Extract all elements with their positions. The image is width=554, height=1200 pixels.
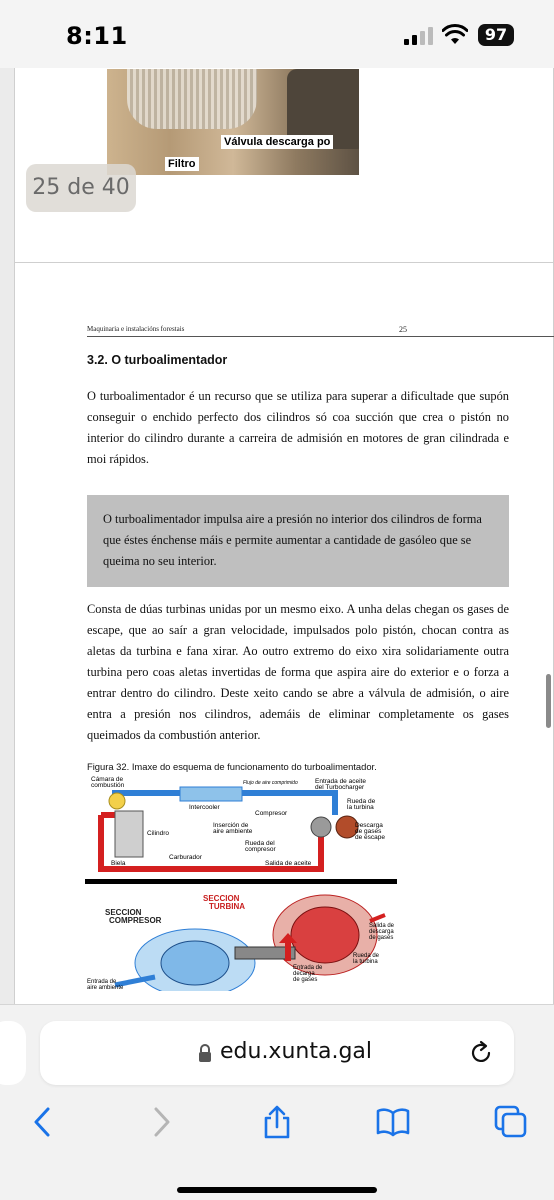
d1-camara: Cámara de (91, 776, 124, 783)
share-icon[interactable] (260, 1105, 294, 1139)
running-header-page-number: 25 (399, 325, 407, 334)
d2-seccion-turbina-2: TURBINA (209, 902, 245, 911)
bookmarks-icon[interactable] (376, 1105, 410, 1139)
d1-la-turbina: la turbina (347, 804, 374, 811)
d1-compresor: Compresor (255, 810, 288, 817)
d1-biela: Biela (111, 860, 126, 867)
d1-salida-aceite: Salida de aceite (265, 860, 312, 867)
document-page (14, 262, 554, 1010)
d1-flujo: Flujo de aire comprimido (243, 780, 298, 786)
d1-del-turbo: del Turbocharger (315, 784, 365, 791)
d1-aire-ambiente: aire ambiente (213, 828, 253, 835)
reload-icon[interactable] (468, 1040, 494, 1066)
forward-icon[interactable] (144, 1105, 178, 1139)
figure-caption: Figura 32. Imaxe do esquema de funcionamento do turboalimentador. (87, 761, 377, 772)
running-header (87, 325, 554, 337)
d2-entrada-3: de gases (293, 977, 318, 983)
paragraph-1: O turboalimentador é un recurso que se utiliza para superar a dificultade que supón conseguir o enchido perfecto dos cilindros só coa succión que crea o pistón no interior do cilindro durante a carreira de admisión en motores de gran cilindrada e moi rápidos. (87, 389, 509, 466)
d2-entrada-2: decarga (293, 971, 315, 977)
d2-aire-1: Entrada de (87, 979, 117, 985)
back-icon[interactable] (26, 1105, 60, 1139)
d2-seccion-turbina-1: SECCION (203, 894, 240, 903)
d1-insercion: Inserción de (213, 822, 249, 829)
photo-label-valve: Válvula descarga po (221, 135, 333, 149)
d1-combustion: combustión (91, 782, 125, 789)
page-indicator: 25 de 40 (26, 164, 136, 212)
signal-icon (404, 27, 434, 45)
d1-de-gases: de gases (355, 828, 382, 835)
tabs-icon[interactable] (494, 1105, 528, 1139)
status-time: 8:11 (66, 22, 128, 50)
d2-rueda-2: la turbina (353, 959, 378, 965)
d2-salida-2: descarga (369, 929, 394, 935)
d2-entrada-1: Entrada de (293, 965, 323, 971)
d1-compresor2: compresor (245, 846, 276, 853)
d2-salida-1: Salida de (369, 923, 395, 929)
d2-seccion-compresor-2: COMPRESOR (109, 916, 162, 925)
turbo-circuit-diagram (85, 775, 397, 885)
photo-label-filter: Filtro (165, 157, 199, 171)
d1-rueda-turbina: Rueda de (347, 798, 376, 805)
d2-salida-3: de gases (369, 935, 394, 941)
d1-intercooler: Intercooler (189, 804, 220, 811)
document-viewer[interactable] (0, 68, 554, 1010)
d2-seccion-compresor-1: SECCION (105, 908, 142, 917)
d1-de-escape: de escape (355, 834, 385, 841)
address-bar[interactable] (40, 1021, 514, 1085)
lock-icon (198, 1043, 212, 1063)
filter-photo (107, 69, 359, 175)
section-title: 3.2. O turboalimentador (87, 353, 228, 367)
d1-carburador: Carburador (169, 854, 202, 861)
d1-cilindro: Cilindro (147, 830, 170, 837)
highlight-box: O turboalimentador impulsa aire a presión no interior dos cilindros de forma que éstes énchense máis e permite aumentar a cantidade de gasóleo que se queima no seu interior. (87, 495, 509, 587)
browser-toolbar (0, 1004, 554, 1200)
vertical-scrollbar[interactable] (546, 674, 551, 728)
paragraph-2: Consta de dúas turbinas unidas por un mesmo eixo. A unha delas chegan os gases de escape, que ao saír a gran velocidade, impulsados polo pistón, chocan contra as aletas da turbina e fana xirar. Ao outro extremo do eixo xira solidariamente outra turbina pero coas aletas invertidas de forma que aspira aire do exterior e o forza a entrar dentro do cilindro. Deste xeito cando se abre a válvula de admisión, o aire entra a presión nos cilindros, ademáis de eliminar completamente os gases queimados da combustión anterior. (87, 602, 509, 742)
battery-indicator: 97 (478, 24, 514, 46)
url-text[interactable]: edu.xunta.gal (220, 1039, 373, 1064)
d2-aire-2: aire ambiente (87, 985, 124, 991)
wifi-icon (442, 24, 468, 46)
previous-tab-peek[interactable] (0, 1021, 26, 1085)
d1-entrada-aceite: Entrada de aceite (315, 778, 366, 785)
running-header-title: Maquinaria e instalacións forestais (87, 325, 185, 333)
status-bar (0, 0, 554, 68)
d1-descarga: Descarga (355, 822, 383, 829)
d1-rueda-del: Rueda del (245, 840, 275, 847)
home-indicator[interactable] (177, 1187, 377, 1193)
turbo-section-diagram (85, 891, 405, 991)
d2-rueda-1: Rueda de (353, 953, 380, 959)
